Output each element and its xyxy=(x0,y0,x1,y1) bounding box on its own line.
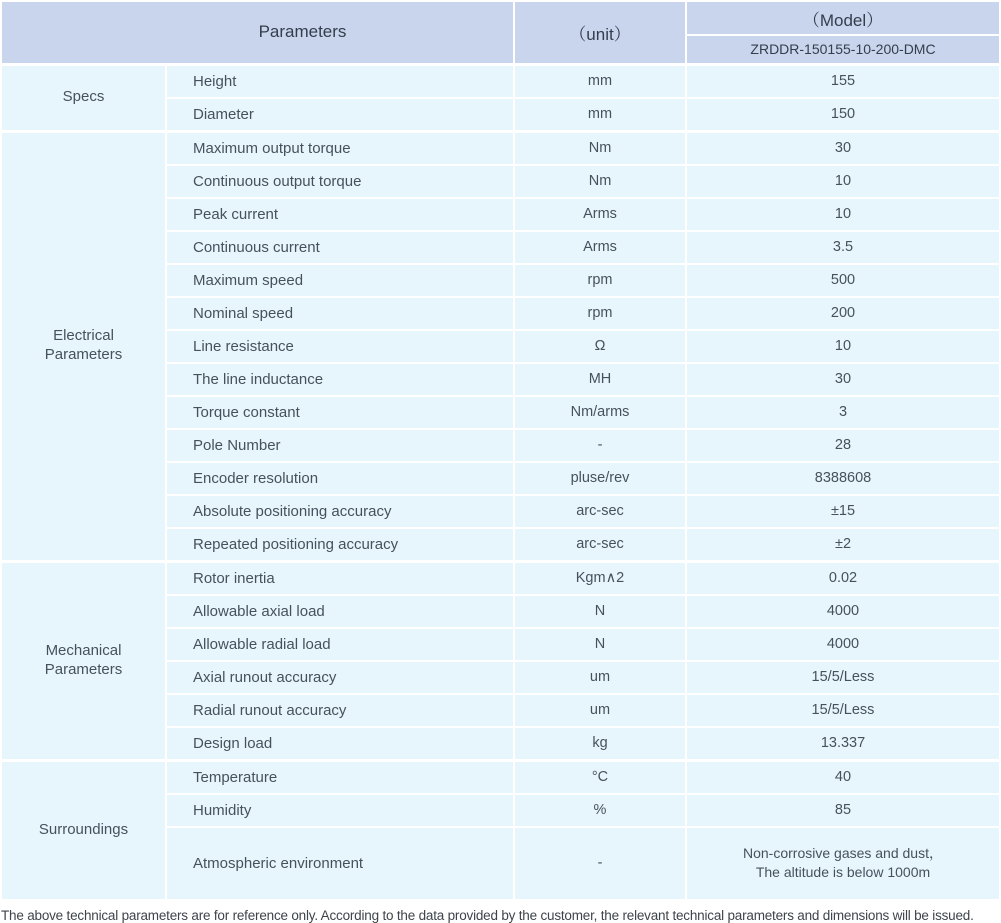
param-unit: rpm xyxy=(514,264,686,297)
param-unit: N xyxy=(514,595,686,628)
param-name: Allowable axial load xyxy=(166,595,514,628)
param-name: The line inductance xyxy=(166,363,514,396)
param-value: 13.337 xyxy=(686,727,1000,761)
param-unit: MH xyxy=(514,363,686,396)
param-value: 0.02 xyxy=(686,561,1000,595)
param-unit: Nm/arms xyxy=(514,396,686,429)
param-unit: Arms xyxy=(514,198,686,231)
param-value: 3 xyxy=(686,396,1000,429)
header-parameters: Parameters xyxy=(1,1,514,64)
param-unit: rpm xyxy=(514,297,686,330)
param-name: Design load xyxy=(166,727,514,761)
param-value: 10 xyxy=(686,330,1000,363)
param-name: Height xyxy=(166,64,514,98)
section-label-mechanical xyxy=(1,561,166,760)
header-model: （Model） xyxy=(686,1,1000,35)
param-value: 40 xyxy=(686,760,1000,794)
section-label-text: Surroundings xyxy=(38,820,129,838)
header-row-1 xyxy=(1,1,1000,35)
param-name: Nominal speed xyxy=(166,297,514,330)
footer-note: The above technical parameters are for reference only. According to the data provided by the customer, the relevant technical parameters and dimensions will be issued. xyxy=(1,907,974,923)
param-name: Humidity xyxy=(166,794,514,827)
param-unit: mm xyxy=(514,98,686,132)
table-row xyxy=(1,561,1000,595)
param-value: 10 xyxy=(686,198,1000,231)
param-name: Absolute positioning accuracy xyxy=(166,495,514,528)
param-name: Encoder resolution xyxy=(166,462,514,495)
param-value: 15/5/Less xyxy=(686,661,1000,694)
table-header xyxy=(1,1,1000,64)
param-value: 200 xyxy=(686,297,1000,330)
param-name: Axial runout accuracy xyxy=(166,661,514,694)
param-name: Rotor inertia xyxy=(166,561,514,595)
table-row xyxy=(1,64,1000,98)
param-value: 8388608 xyxy=(686,462,1000,495)
param-unit: Arms xyxy=(514,231,686,264)
param-value: 30 xyxy=(686,131,1000,165)
header-model-number: ZRDDR-150155-10-200-DMC xyxy=(686,35,1000,64)
param-unit: um xyxy=(514,694,686,727)
param-unit: Nm xyxy=(514,131,686,165)
param-name: Maximum speed xyxy=(166,264,514,297)
param-unit: arc-sec xyxy=(514,528,686,562)
param-unit: Kgm∧2 xyxy=(514,561,686,595)
param-value: 85 xyxy=(686,794,1000,827)
param-value: 4000 xyxy=(686,595,1000,628)
param-name: Continuous output torque xyxy=(166,165,514,198)
section-label-surroundings xyxy=(1,760,166,900)
param-value: 10 xyxy=(686,165,1000,198)
param-value: 30 xyxy=(686,363,1000,396)
param-unit: - xyxy=(514,827,686,900)
param-name: Maximum output torque xyxy=(166,131,514,165)
param-value: 500 xyxy=(686,264,1000,297)
param-unit: um xyxy=(514,661,686,694)
param-value: 28 xyxy=(686,429,1000,462)
param-value: 3.5 xyxy=(686,231,1000,264)
param-unit: - xyxy=(514,429,686,462)
table-row xyxy=(1,760,1000,794)
param-name: Diameter xyxy=(166,98,514,132)
param-name: Atmospheric environment xyxy=(166,827,514,900)
param-value: 15/5/Less xyxy=(686,694,1000,727)
param-unit: pluse/rev xyxy=(514,462,686,495)
param-value: 150 xyxy=(686,98,1000,132)
param-unit: mm xyxy=(514,64,686,98)
param-name: Line resistance xyxy=(166,330,514,363)
table-row xyxy=(1,131,1000,165)
header-unit: （unit） xyxy=(514,1,686,64)
section-label-text: Electrical Parameters xyxy=(44,327,123,363)
param-name: Temperature xyxy=(166,760,514,794)
param-unit: N xyxy=(514,628,686,661)
param-unit: % xyxy=(514,794,686,827)
param-unit: arc-sec xyxy=(514,495,686,528)
section-label-specs xyxy=(1,64,166,131)
param-value-line-2: The altitude is below 1000m xyxy=(755,864,931,880)
param-unit: Ω xyxy=(514,330,686,363)
param-value-multiline xyxy=(686,827,1000,900)
param-value: ±2 xyxy=(686,528,1000,562)
param-name: Repeated positioning accuracy xyxy=(166,528,514,562)
param-value-line-1: Non-corrosive gases and dust， xyxy=(743,845,943,862)
section-label-text: Mechanical Parameters xyxy=(44,641,123,678)
param-unit: kg xyxy=(514,727,686,761)
section-label-text: Specs xyxy=(62,88,105,106)
param-value: 155 xyxy=(686,64,1000,98)
param-unit: Nm xyxy=(514,165,686,198)
section-label-electrical xyxy=(1,131,166,561)
param-name: Allowable radial load xyxy=(166,628,514,661)
param-value: 4000 xyxy=(686,628,1000,661)
param-name: Torque constant xyxy=(166,396,514,429)
param-name: Continuous current xyxy=(166,231,514,264)
param-name: Pole Number xyxy=(166,429,514,462)
param-value: ±15 xyxy=(686,495,1000,528)
param-name: Peak current xyxy=(166,198,514,231)
param-unit: °C xyxy=(514,760,686,794)
param-name: Radial runout accuracy xyxy=(166,694,514,727)
